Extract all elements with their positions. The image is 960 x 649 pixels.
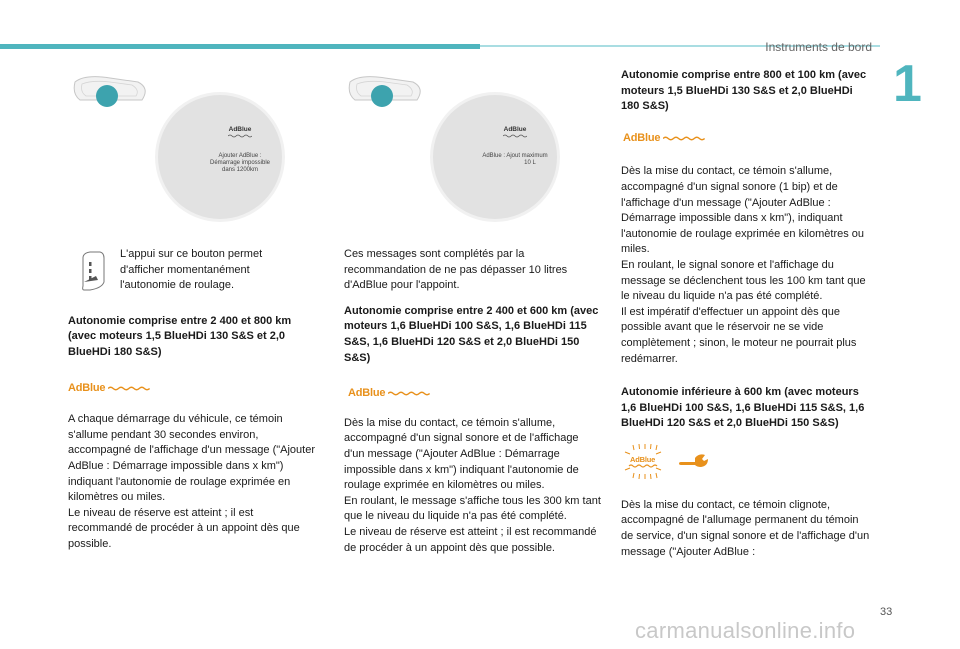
adblue-warning-lamp — [623, 131, 873, 147]
dial-left-wave-icon — [228, 134, 252, 138]
flashing-lamps-row — [621, 442, 873, 486]
adblue-flashing-label: AdBlue — [630, 454, 656, 464]
section-title: Instruments de bord — [765, 40, 872, 54]
dial-right-message: AdBlue : Ajout maximum 10 L — [482, 153, 548, 166]
trip-button-graphic — [96, 85, 118, 107]
adblue-warning-lamp — [348, 386, 602, 402]
column-right — [621, 68, 873, 560]
para-every-300km: En roulant, le message s'affiche tous les 300 km tant que le niveau du liquide n'a pas été complété. — [344, 494, 601, 523]
para-start-message: A chaque démarrage du véhicule, ce témoin s'allume pendant 30 secondes environ, accompagné de l'affichage d'un message ("Ajouter AdBlue : Démarrage impossible dans x km") indiquant l'autonomie de roulage exprimée en kilomètres ou miles. — [68, 413, 316, 504]
para-reserve-level: Le niveau de réserve est atteint ; il est recommandé de procéder à un appoint dès que possible. — [68, 506, 300, 550]
adblue-lamp-label: AdBlue — [623, 131, 661, 144]
heading-below-600: Autonomie inférieure à 600 km (avec moteurs 1,6 BlueHDi 100 S&S, 1,6 BlueHDi 115 S&S, 1,6 BlueHDi 120 S&S et 2,0 BlueHDi 150 S&S) — [621, 386, 865, 430]
header-accent-bar — [0, 44, 480, 49]
heading-800-100: Autonomie comprise entre 800 et 100 km (avec moteurs 1,5 BlueHDi 130 S&S et 2,0 BlueHDi 180 S&S) — [621, 69, 867, 113]
button-note: L'appui sur ce bouton permet d'afficher momentanément l'autonomie de roulage. — [120, 248, 263, 292]
para-ignition-beep: Dès la mise du contact, ce témoin s'allume, accompagné d'un signal sonore (1 bip) et de l'affichage d'un message ("Ajouter AdBlue : Démarrage impossible dans x km"), indiquant l'autonomie de roulage exprimée en kilomètres ou miles. — [621, 165, 865, 256]
para-reserve-level: Le niveau de réserve est atteint ; il est recommandé de procéder à un appoint dès que possible. — [344, 525, 597, 554]
intro-recommendation: Ces messages sont complétés par la recommandation de ne pas dépasser 10 litres d'AdBlue pour l'appoint. — [344, 248, 568, 292]
dial-left-message: Ajouter AdBlue : Démarrage impossible dans 1200km — [209, 153, 271, 173]
dial-right-logo: AdBlue — [503, 126, 527, 133]
watermark: carmanualsonline.info — [635, 618, 856, 643]
dial-left-logo: AdBlue — [228, 126, 252, 133]
adblue-wave-icon — [108, 386, 150, 391]
para-lamp-flashing: Dès la mise du contact, ce témoin clignote, accompagné de l'allumage permanent du témoin de service, d'un signal sonore et de l'affichage d'un message ("Ajouter AdBlue : — [621, 498, 870, 558]
adblue-wave-icon — [388, 391, 430, 396]
trip-button-graphic — [371, 85, 393, 107]
page-number: 33 — [880, 606, 893, 618]
column-left — [68, 247, 318, 553]
heading-2400-800: Autonomie comprise entre 2 400 et 800 km (avec moteurs 1,5 BlueHDi 130 S&S et 2,0 BlueHDi 180 S&S) — [68, 314, 292, 358]
service-wrench-icon — [677, 450, 709, 472]
steering-column-graphic — [74, 77, 145, 107]
adblue-warning-lamp — [68, 381, 318, 397]
heading-2400-600: Autonomie comprise entre 2 400 et 600 km (avec moteurs 1,6 BlueHDi 100 S&S, 1,6 BlueHDi 115 S&S, 1,6 BlueHDi 120 S&S et 2,0 BlueHDi 150 S&S) — [344, 304, 599, 364]
chapter-number: 1 — [893, 55, 922, 113]
column-middle — [344, 247, 602, 556]
para-ignition-message: Dès la mise du contact, ce témoin s'allume, accompagné d'un signal sonore et de l'affichage d'un message ("Ajouter AdBlue : Démarrage impossible dans x km") indiquant l'autonomie de roulage exprimée en kilomètres ou miles. — [344, 416, 579, 492]
para-every-100km: En roulant, le signal sonore et l'affichage du message se déclenchent tous les 100 km tant que le niveau du liquide n'a pas été complété. — [621, 258, 866, 303]
para-imperative-refill: Il est impératif d'effectuer un appoint dès que possible avant que le réservoir ne se vide complètement ; sinon, le moteur ne pourrait plus redémarrer. — [621, 305, 857, 365]
adblue-lamp-label: AdBlue — [68, 381, 106, 394]
adblue-lamp-label: AdBlue — [348, 387, 386, 400]
dial-right-wave-icon — [503, 134, 527, 138]
steering-column-graphic — [349, 77, 420, 107]
adblue-wave-icon — [663, 136, 705, 141]
